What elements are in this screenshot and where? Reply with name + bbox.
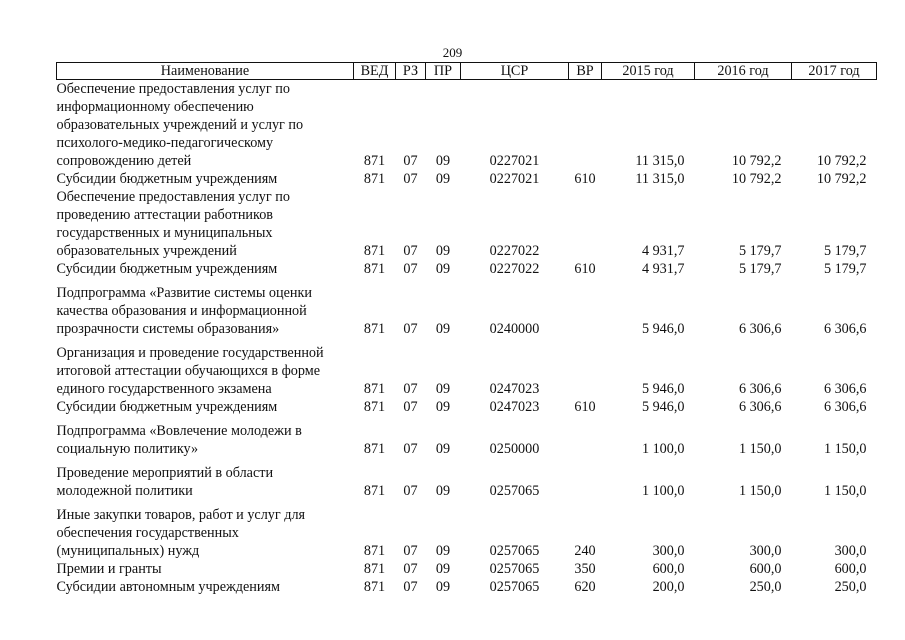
row-rz-cell: 07 [403, 171, 418, 187]
row-y2015-cell: 1 100,0 [641, 483, 685, 499]
row-name-cell: Субсидии бюджетным учреждениям [56, 171, 278, 187]
table-header-row [57, 63, 877, 80]
row-rz-cell: 07 [403, 399, 418, 415]
table-row [57, 398, 877, 416]
column-header: РЗ [396, 63, 426, 80]
row-rz-cell: 07 [403, 561, 418, 577]
row-y2015-cell: 300,0 [652, 543, 685, 559]
row-y2017-cell: 10 792,2 [816, 171, 867, 187]
row-name-cell: Организация и проведение государственной итоговой аттестации обучающихся в форме единого государственного экзамена [56, 345, 324, 397]
column-header: Наименование [57, 63, 354, 80]
table-row [57, 278, 877, 338]
row-csr-cell: 0250000 [489, 441, 540, 457]
row-csr-cell: 0257065 [489, 483, 540, 499]
row-y2016-cell: 10 792,2 [731, 153, 782, 169]
table-body [57, 80, 877, 597]
row-y2015-cell: 1 100,0 [641, 441, 685, 457]
row-pr-cell: 09 [435, 483, 451, 499]
row-y2016-cell: 1 150,0 [738, 441, 782, 457]
row-csr-cell: 0240000 [489, 321, 540, 337]
row-y2017-cell: 6 306,6 [823, 321, 867, 337]
row-ved-cell: 871 [363, 561, 386, 577]
row-csr-cell: 0227021 [489, 153, 540, 169]
row-rz-cell: 07 [403, 153, 418, 169]
row-pr-cell: 09 [435, 543, 451, 559]
row-pr-cell: 09 [435, 441, 451, 457]
row-name-cell: Подпрограмма «Развитие системы оценки качества образования и информационной прозрачности системы образования» [56, 285, 312, 337]
table-row [57, 170, 877, 188]
row-y2015-cell: 11 315,0 [635, 171, 685, 187]
row-y2017-cell: 6 306,6 [823, 399, 867, 415]
row-vr-cell: 610 [574, 171, 596, 187]
row-y2016-cell: 250,0 [749, 579, 782, 595]
table-row [57, 260, 877, 278]
row-pr-cell: 09 [435, 381, 451, 397]
row-ved-cell: 871 [363, 483, 386, 499]
row-vr-cell [569, 188, 602, 260]
row-csr-cell: 0257065 [489, 543, 540, 559]
row-pr-cell: 09 [435, 579, 451, 595]
row-name-cell: Премии и гранты [56, 561, 162, 577]
row-name-cell: Иные закупки товаров, работ и услуг для обеспечения государственных (муниципальных) нужд [56, 507, 306, 559]
row-y2015-cell: 200,0 [652, 579, 685, 595]
table-row [57, 80, 877, 171]
row-ved-cell: 871 [363, 543, 386, 559]
row-csr-cell: 0247023 [489, 381, 540, 397]
table-row [57, 560, 877, 578]
row-csr-cell: 0247023 [489, 399, 540, 415]
row-csr-cell: 0227022 [489, 243, 540, 259]
row-name-cell: Субсидии бюджетным учреждениям [56, 261, 278, 277]
row-vr-cell [569, 278, 602, 338]
row-csr-cell: 0257065 [489, 579, 540, 595]
row-ved-cell: 871 [363, 243, 386, 259]
row-ved-cell: 871 [363, 153, 386, 169]
row-vr-cell [569, 458, 602, 500]
row-rz-cell: 07 [403, 441, 418, 457]
row-csr-cell: 0227021 [489, 171, 540, 187]
row-name-cell: Подпрограмма «Вовлечение молодежи в социальную политику» [56, 423, 302, 457]
row-vr-cell [569, 416, 602, 458]
row-y2015-cell: 600,0 [652, 561, 685, 577]
row-name-cell: Субсидии автономным учреждениям [56, 579, 280, 595]
row-y2015-cell: 11 315,0 [635, 153, 685, 169]
row-rz-cell: 07 [403, 579, 418, 595]
row-rz-cell: 07 [403, 243, 418, 259]
column-header: ПР [426, 63, 461, 80]
table-row [57, 416, 877, 458]
row-y2015-cell: 4 931,7 [641, 243, 685, 259]
row-rz-cell: 07 [403, 543, 418, 559]
row-y2016-cell: 6 306,6 [738, 321, 782, 337]
row-vr-cell: 620 [574, 579, 596, 595]
column-header: ЦСР [461, 63, 569, 80]
row-ved-cell: 871 [363, 171, 386, 187]
row-vr-cell [569, 80, 602, 171]
table-row [57, 458, 877, 500]
row-rz-cell: 07 [403, 321, 418, 337]
row-pr-cell: 09 [435, 171, 451, 187]
column-header: 2015 год [602, 63, 695, 80]
row-y2015-cell: 5 946,0 [641, 321, 685, 337]
row-ved-cell: 871 [363, 579, 386, 595]
budget-table [56, 62, 877, 596]
row-csr-cell: 0227022 [489, 261, 540, 277]
row-pr-cell: 09 [435, 321, 451, 337]
row-pr-cell: 09 [435, 261, 451, 277]
row-y2017-cell: 6 306,6 [823, 381, 867, 397]
row-y2016-cell: 5 179,7 [738, 261, 782, 277]
row-pr-cell: 09 [435, 399, 451, 415]
row-y2017-cell: 1 150,0 [823, 483, 867, 499]
row-name-cell: Обеспечение предоставления услуг по информационному обеспечению образовательных учреждений и услуг по психолого-медико-педагогическому сопровождению детей [56, 81, 304, 169]
row-rz-cell: 07 [403, 483, 418, 499]
row-y2017-cell: 5 179,7 [823, 261, 867, 277]
row-ved-cell: 871 [363, 399, 386, 415]
row-name-cell: Проведение мероприятий в области молодежной политики [56, 465, 274, 499]
row-y2017-cell: 1 150,0 [823, 441, 867, 457]
row-y2016-cell: 5 179,7 [738, 243, 782, 259]
row-vr-cell: 610 [574, 261, 596, 277]
row-y2017-cell: 250,0 [834, 579, 867, 595]
row-y2016-cell: 300,0 [749, 543, 782, 559]
row-ved-cell: 871 [363, 321, 386, 337]
row-name-cell: Субсидии бюджетным учреждениям [56, 399, 278, 415]
row-y2016-cell: 6 306,6 [738, 381, 782, 397]
row-y2016-cell: 6 306,6 [738, 399, 782, 415]
row-rz-cell: 07 [403, 381, 418, 397]
row-pr-cell: 09 [435, 561, 451, 577]
row-y2017-cell: 600,0 [834, 561, 867, 577]
row-vr-cell: 240 [574, 543, 596, 559]
table-row [57, 500, 877, 560]
row-y2017-cell: 10 792,2 [816, 153, 867, 169]
row-y2016-cell: 1 150,0 [738, 483, 782, 499]
row-vr-cell: 610 [574, 399, 596, 415]
table-row [57, 578, 877, 596]
row-pr-cell: 09 [435, 153, 451, 169]
page-number: 209 [442, 45, 463, 60]
column-header: ВЕД [354, 63, 396, 80]
row-csr-cell: 0257065 [489, 561, 540, 577]
row-vr-cell: 350 [574, 561, 596, 577]
row-pr-cell: 09 [435, 243, 451, 259]
table-row [57, 188, 877, 260]
table-row [57, 338, 877, 398]
row-ved-cell: 871 [363, 261, 386, 277]
row-vr-cell [569, 338, 602, 398]
row-y2015-cell: 5 946,0 [641, 399, 685, 415]
row-y2016-cell: 10 792,2 [731, 171, 782, 187]
row-y2017-cell: 5 179,7 [823, 243, 867, 259]
row-y2015-cell: 4 931,7 [641, 261, 685, 277]
row-name-cell: Обеспечение предоставления услуг по проведению аттестации работников государственных и муниципальных образовательных учреждений [56, 189, 290, 259]
row-ved-cell: 871 [363, 441, 386, 457]
column-header: 2017 год [792, 63, 877, 80]
row-rz-cell: 07 [403, 261, 418, 277]
column-header: 2016 год [695, 63, 792, 80]
column-header: ВР [569, 63, 602, 80]
row-ved-cell: 871 [363, 381, 386, 397]
row-y2017-cell: 300,0 [834, 543, 867, 559]
row-y2015-cell: 5 946,0 [641, 381, 685, 397]
row-y2016-cell: 600,0 [749, 561, 782, 577]
